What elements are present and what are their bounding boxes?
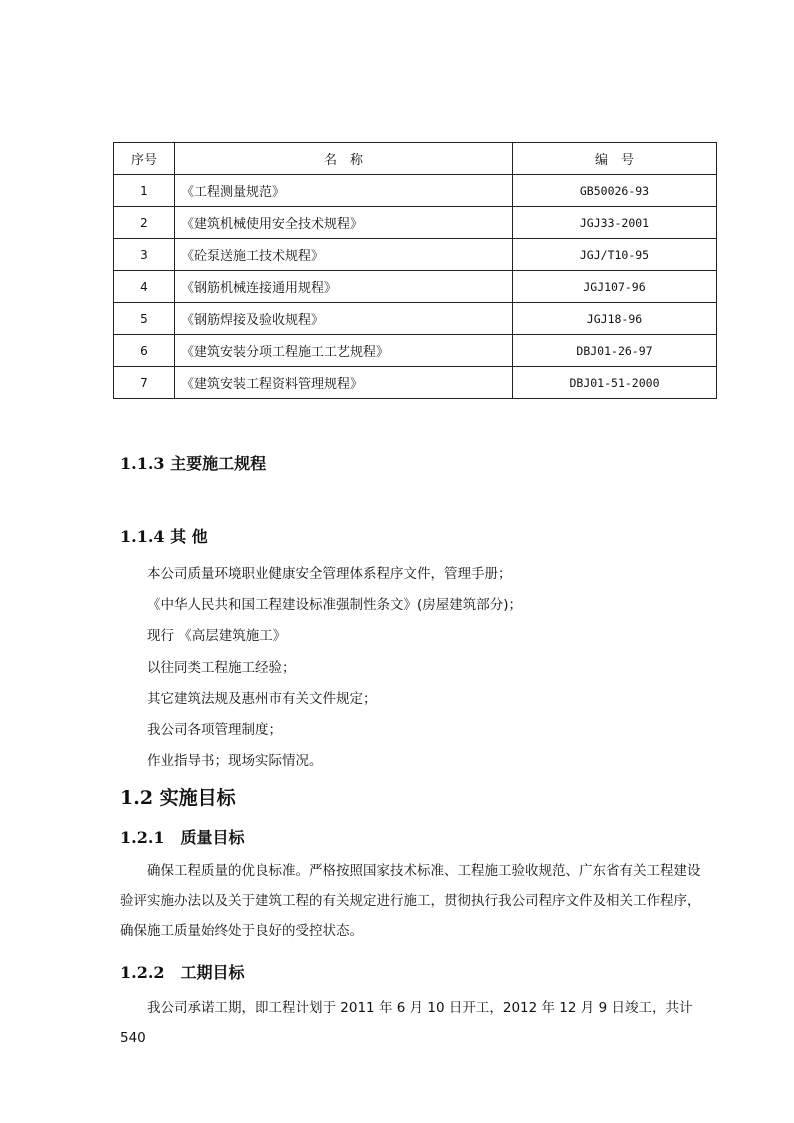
table-row [114,303,717,335]
table-row [114,335,717,367]
cell-name: 《建筑安装分项工程施工工艺规程》 [175,335,513,367]
table-row [114,207,717,239]
quality-target-paragraph: 确保工程质量的优良标准。严格按照国家技术标准、工程施工验收规范、广东省有关工程建设验评实施办法以及关于建筑工程的有关规定进行施工，贯彻执行我公司程序文件及相关工作程序，确保施工质量始终处于良好的受控状态。 [120,863,701,939]
section-heading-1-2-1: 1.2.1 质量目标 [120,828,245,847]
section-heading-1-2: 1.2 实施目标 [120,787,236,809]
list-item: 《中华人民共和国工程建设标准强制性条文》(房屋建筑部分)； [147,597,523,613]
cell-code: JGJ33-2001 [513,207,717,239]
table-header-row [114,143,717,175]
cell-code: DBJ01-51-2000 [513,367,717,399]
cell-code: JGJ18-96 [513,303,717,335]
header-serial: 序号 [114,143,175,175]
cell-name: 《建筑机械使用安全技术规程》 [175,207,513,239]
list-item: 以往同类工程施工经验； [147,660,296,676]
cell-name: 《建筑安装工程资料管理规程》 [175,367,513,399]
section-heading-1-2-2: 1.2.2 工期目标 [120,963,245,982]
cell-code: DBJ01-26-97 [513,335,717,367]
cell-serial: 2 [114,207,175,239]
standards-table [113,142,717,399]
table-row [114,367,717,399]
cell-name: 《砼泵送施工技术规程》 [175,239,513,271]
cell-code: GB50026-93 [513,175,717,207]
header-code: 编 号 [513,143,717,175]
header-name: 名 称 [175,143,513,175]
cell-serial: 1 [114,175,175,207]
cell-code: JGJ/T10-95 [513,239,717,271]
list-item: 我公司各项管理制度； [147,722,282,738]
section-heading-1-1-4: 1.1.4 其 他 [120,527,208,546]
list-item: 现行 《高层建筑施工》 [147,628,287,644]
list-item: 作业指导书；现场实际情况。 [147,753,323,769]
list-item: 本公司质量环境职业健康安全管理体系程序文件，管理手册； [147,566,512,582]
table-row [114,239,717,271]
cell-name: 《钢筋机械连接通用规程》 [175,271,513,303]
list-item: 其它建筑法规及惠州市有关文件规定； [147,691,377,707]
schedule-target-paragraph: 我公司承诺工期，即工程计划于 2011 年 6 月 10 日开工，2012 年 12 月 9 日竣工，共计 540 [120,1000,693,1046]
cell-name: 《钢筋焊接及验收规程》 [175,303,513,335]
cell-serial: 3 [114,239,175,271]
cell-code: JGJ107-96 [513,271,717,303]
section-heading-1-1-3: 1.1.3 主要施工规程 [120,454,267,473]
cell-serial: 5 [114,303,175,335]
cell-name: 《工程测量规范》 [175,175,513,207]
cell-serial: 7 [114,367,175,399]
cell-serial: 4 [114,271,175,303]
table-row [114,175,717,207]
table-row [114,271,717,303]
cell-serial: 6 [114,335,175,367]
